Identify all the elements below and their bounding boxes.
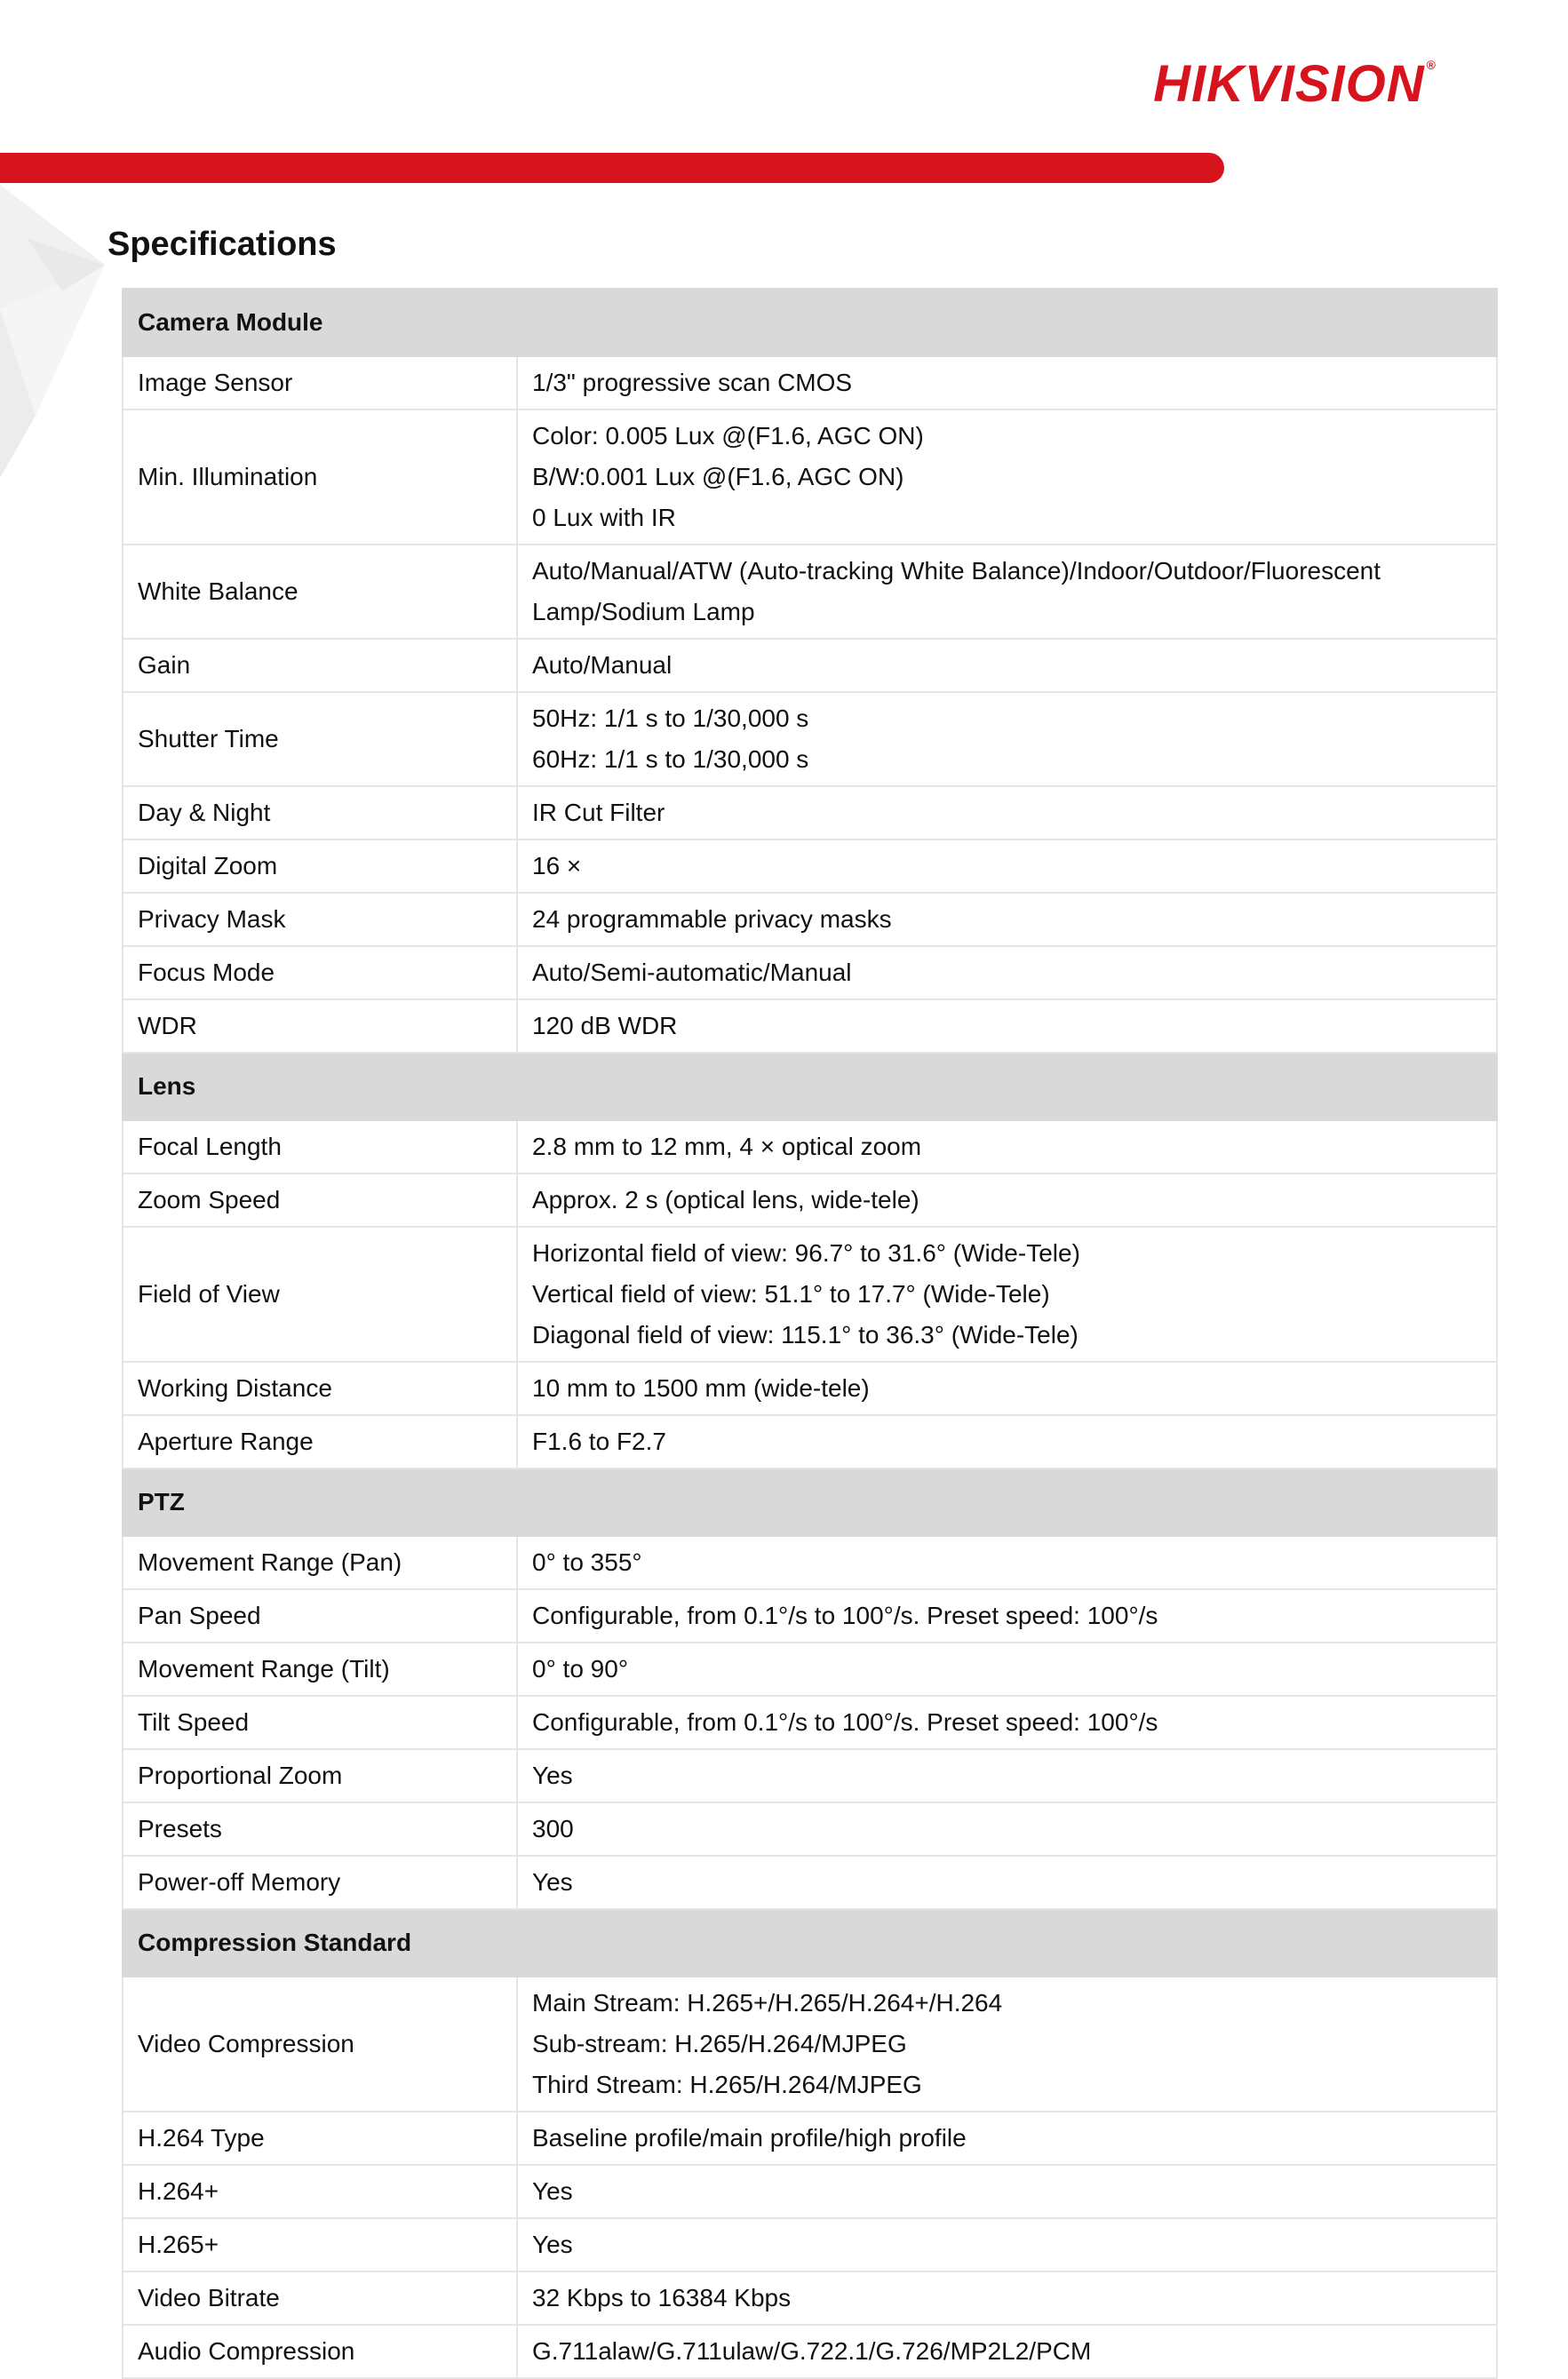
spec-value-line: Yes <box>532 1762 573 1789</box>
spec-value <box>517 1415 1497 1468</box>
spec-value-line: Main Stream: H.265+/H.265/H.264+/H.264 <box>532 1989 1003 2017</box>
spec-label: Privacy Mask <box>123 893 517 946</box>
spec-value <box>517 1749 1497 1802</box>
spec-label: Proportional Zoom <box>123 1749 517 1802</box>
spec-value-line: Auto/Manual/ATW (Auto-tracking White Balance)/Indoor/Outdoor/Fluorescent <box>532 557 1381 585</box>
spec-value-line: Configurable, from 0.1°/s to 100°/s. Preset speed: 100°/s <box>532 1602 1158 1629</box>
spec-label: Gain <box>123 639 517 692</box>
spec-value <box>517 1120 1497 1174</box>
spec-row <box>123 1696 1497 1749</box>
spec-value <box>517 893 1497 946</box>
spec-value-line: Yes <box>532 2231 573 2258</box>
spec-value <box>517 545 1497 639</box>
spec-value <box>517 2165 1497 2218</box>
section-header-row <box>123 289 1497 356</box>
spec-row <box>123 1536 1497 1589</box>
spec-value-line: Diagonal field of view: 115.1° to 36.3° (Wide-Tele) <box>532 1321 1078 1349</box>
spec-label: Day & Night <box>123 786 517 839</box>
spec-value-line: Configurable, from 0.1°/s to 100°/s. Preset speed: 100°/s <box>532 1708 1158 1736</box>
spec-row <box>123 2112 1497 2165</box>
spec-row <box>123 786 1497 839</box>
spec-label: WDR <box>123 999 517 1053</box>
spec-value <box>517 786 1497 839</box>
spec-label: Presets <box>123 1802 517 1856</box>
page-title: Specifications <box>107 226 337 263</box>
spec-row <box>123 356 1497 410</box>
spec-value-line: Third Stream: H.265/H.264/MJPEG <box>532 2071 922 2098</box>
spec-value <box>517 410 1497 545</box>
spec-value <box>517 692 1497 786</box>
spec-value-line: Color: 0.005 Lux @(F1.6, AGC ON) <box>532 422 924 450</box>
spec-label: Audio Compression <box>123 2325 517 2378</box>
spec-value <box>517 1977 1497 2112</box>
spec-value <box>517 1362 1497 1415</box>
section-header-row <box>123 1053 1497 1120</box>
spec-value-line: 16 × <box>532 852 582 879</box>
section-title: Lens <box>123 1053 1497 1120</box>
spec-value-line: Auto/Semi-automatic/Manual <box>532 959 852 986</box>
spec-label: Image Sensor <box>123 356 517 410</box>
spec-label: Video Bitrate <box>123 2272 517 2325</box>
spec-value <box>517 1696 1497 1749</box>
spec-value <box>517 1643 1497 1696</box>
spec-value-line: Lamp/Sodium Lamp <box>532 598 755 625</box>
spec-label: Working Distance <box>123 1362 517 1415</box>
header-red-bar <box>0 153 1224 183</box>
brand-logo <box>1153 55 1437 113</box>
spec-row <box>123 1856 1497 1909</box>
spec-row <box>123 946 1497 999</box>
spec-row <box>123 1643 1497 1696</box>
spec-value-line: 0° to 355° <box>532 1548 642 1576</box>
section-title: PTZ <box>123 1468 1497 1536</box>
spec-value <box>517 1802 1497 1856</box>
spec-label: Shutter Time <box>123 692 517 786</box>
spec-value <box>517 639 1497 692</box>
spec-row <box>123 2218 1497 2272</box>
spec-row <box>123 1589 1497 1643</box>
spec-value <box>517 946 1497 999</box>
spec-value-line: 60Hz: 1/1 s to 1/30,000 s <box>532 745 809 773</box>
section-header-row <box>123 1909 1497 1977</box>
spec-row <box>123 639 1497 692</box>
spec-row <box>123 1749 1497 1802</box>
spec-value-line: Baseline profile/main profile/high profile <box>532 2124 967 2152</box>
spec-label: Pan Speed <box>123 1589 517 1643</box>
spec-value-line: 24 programmable privacy masks <box>532 905 892 933</box>
spec-row <box>123 2325 1497 2378</box>
spec-row <box>123 1227 1497 1362</box>
spec-value-line: Vertical field of view: 51.1° to 17.7° (Wide-Tele) <box>532 1280 1050 1308</box>
spec-label: Focal Length <box>123 1120 517 1174</box>
spec-label: Field of View <box>123 1227 517 1362</box>
spec-value-line: 50Hz: 1/1 s to 1/30,000 s <box>532 704 809 732</box>
spec-label: Min. Illumination <box>123 410 517 545</box>
spec-label: Video Compression <box>123 1977 517 2112</box>
spec-row <box>123 2165 1497 2218</box>
section-title: Compression Standard <box>123 1909 1497 1977</box>
spec-value-line: Auto/Manual <box>532 651 673 679</box>
spec-label: H.264 Type <box>123 2112 517 2165</box>
spec-value <box>517 1227 1497 1362</box>
spec-row <box>123 410 1497 545</box>
spec-value <box>517 1856 1497 1909</box>
spec-row <box>123 2272 1497 2325</box>
spec-label: White Balance <box>123 545 517 639</box>
spec-value <box>517 839 1497 893</box>
spec-value-line: Sub-stream: H.265/H.264/MJPEG <box>532 2030 907 2057</box>
spec-value-line: 1/3" progressive scan CMOS <box>532 369 853 396</box>
spec-value <box>517 1174 1497 1227</box>
spec-row <box>123 999 1497 1053</box>
spec-value <box>517 2272 1497 2325</box>
spec-value <box>517 1536 1497 1589</box>
spec-label: Movement Range (Pan) <box>123 1536 517 1589</box>
spec-value-line: 0 Lux with IR <box>532 504 676 531</box>
spec-label: Aperture Range <box>123 1415 517 1468</box>
decorative-triangles <box>0 185 115 487</box>
specifications-table <box>122 288 1498 2379</box>
spec-value <box>517 999 1497 1053</box>
spec-value-line: Horizontal field of view: 96.7° to 31.6° (Wide-Tele) <box>532 1239 1080 1267</box>
spec-row <box>123 692 1497 786</box>
spec-label: H.265+ <box>123 2218 517 2272</box>
spec-label: Focus Mode <box>123 946 517 999</box>
spec-value-line: Yes <box>532 1868 573 1896</box>
logo-text: HIKVISION <box>1153 55 1425 113</box>
registered-mark: ® <box>1426 58 1437 72</box>
section-header-row <box>123 1468 1497 1536</box>
section-title: Camera Module <box>123 289 1497 356</box>
spec-row <box>123 1174 1497 1227</box>
spec-row <box>123 1120 1497 1174</box>
spec-value-line: 2.8 mm to 12 mm, 4 × optical zoom <box>532 1133 922 1160</box>
spec-value-line: 0° to 90° <box>532 1655 629 1683</box>
spec-label: H.264+ <box>123 2165 517 2218</box>
spec-value <box>517 2325 1497 2378</box>
spec-value-line: Yes <box>532 2177 573 2205</box>
spec-value-line: 10 mm to 1500 mm (wide-tele) <box>532 1374 870 1402</box>
spec-value-line: 300 <box>532 1815 574 1842</box>
spec-row <box>123 1362 1497 1415</box>
spec-label: Power-off Memory <box>123 1856 517 1909</box>
spec-label: Tilt Speed <box>123 1696 517 1749</box>
spec-label: Movement Range (Tilt) <box>123 1643 517 1696</box>
spec-value-line: 120 dB WDR <box>532 1012 678 1039</box>
spec-row <box>123 545 1497 639</box>
spec-row <box>123 893 1497 946</box>
spec-value <box>517 356 1497 410</box>
spec-value-line: IR Cut Filter <box>532 799 665 826</box>
spec-label: Digital Zoom <box>123 839 517 893</box>
spec-value-line: G.711alaw/G.711ulaw/G.722.1/G.726/MP2L2/PCM <box>532 2337 1092 2365</box>
spec-value <box>517 1589 1497 1643</box>
spec-value-line: 32 Kbps to 16384 Kbps <box>532 2284 792 2311</box>
spec-row <box>123 1977 1497 2112</box>
spec-value-line: B/W:0.001 Lux @(F1.6, AGC ON) <box>532 463 904 490</box>
spec-row <box>123 1802 1497 1856</box>
spec-value <box>517 2112 1497 2165</box>
spec-value <box>517 2218 1497 2272</box>
spec-value-line: F1.6 to F2.7 <box>532 1428 666 1455</box>
spec-value-line: Approx. 2 s (optical lens, wide-tele) <box>532 1186 919 1213</box>
spec-label: Zoom Speed <box>123 1174 517 1227</box>
spec-row <box>123 839 1497 893</box>
spec-row <box>123 1415 1497 1468</box>
